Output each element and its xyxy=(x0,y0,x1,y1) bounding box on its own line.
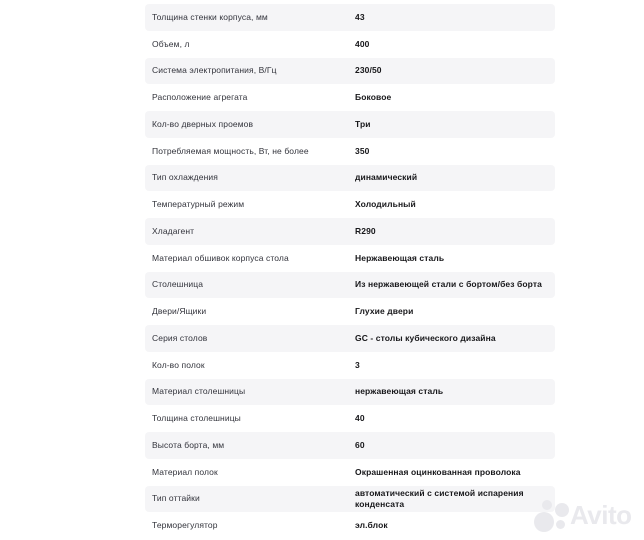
spec-value: Глухие двери xyxy=(355,306,414,317)
spec-value: автоматический с системой испарения конденсата xyxy=(355,487,524,509)
table-row xyxy=(145,245,555,272)
spec-label: Тип оттайки xyxy=(152,493,200,504)
table-row xyxy=(145,352,555,379)
table-row xyxy=(145,84,555,111)
specifications-table xyxy=(145,4,555,539)
spec-label: Двери/Ящики xyxy=(152,306,207,317)
spec-value: Три xyxy=(355,118,371,129)
spec-value: Холодильный xyxy=(355,199,416,210)
table-row xyxy=(145,138,555,165)
table-row xyxy=(145,272,555,299)
table-row xyxy=(145,218,555,245)
table-row xyxy=(145,379,555,406)
table-row xyxy=(145,4,555,31)
table-row xyxy=(145,58,555,85)
spec-value: Нержавеющая сталь xyxy=(355,252,445,263)
spec-value: 40 xyxy=(355,413,365,424)
spec-value: Окрашенная оцинкованная проволока xyxy=(355,466,521,477)
spec-label: Потребляемая мощность, Вт, не более xyxy=(152,145,309,156)
spec-value: R290 xyxy=(355,225,376,236)
spec-value: динамический xyxy=(355,172,418,183)
spec-value: Из нержавеющей стали с бортом/без борта xyxy=(355,279,542,290)
spec-label: Толщина столешницы xyxy=(152,413,241,424)
avito-wordmark: Avito xyxy=(570,500,632,530)
table-row xyxy=(145,486,555,513)
spec-value: 400 xyxy=(355,38,370,49)
spec-label: Расположение агрегата xyxy=(152,92,248,103)
spec-label: Серия столов xyxy=(152,332,208,343)
spec-label: Материал обшивок корпуса стола xyxy=(152,252,289,263)
spec-label: Хладагент xyxy=(152,225,195,236)
spec-value: 230/50 xyxy=(355,65,382,76)
spec-value: 350 xyxy=(355,145,370,156)
table-row xyxy=(145,165,555,192)
spec-label: Система электропитания, В/Гц xyxy=(152,65,277,76)
spec-value: Боковое xyxy=(355,92,392,103)
spec-label: Кол-во дверных проемов xyxy=(152,118,254,129)
spec-label: Столешница xyxy=(152,279,204,290)
spec-label: Материал столешницы xyxy=(152,386,246,397)
spec-label: Кол-во полок xyxy=(152,359,205,370)
table-row xyxy=(145,111,555,138)
spec-label: Температурный режим xyxy=(152,199,245,210)
table-row xyxy=(145,512,555,539)
spec-label: Тип охлаждения xyxy=(152,172,218,183)
table-row xyxy=(145,325,555,352)
table-row xyxy=(145,459,555,486)
table-row xyxy=(145,31,555,58)
spec-label: Материал полок xyxy=(152,466,218,477)
spec-value: эл.блок xyxy=(355,520,388,531)
table-row xyxy=(145,405,555,432)
spec-value: GC - столы кубического дизайна xyxy=(355,332,496,343)
spec-label: Объем, л xyxy=(152,38,190,49)
spec-value: нержавеющая сталь xyxy=(355,386,444,397)
spec-value: 60 xyxy=(355,439,365,450)
avito-logo-circle xyxy=(555,503,569,517)
table-row xyxy=(145,432,555,459)
spec-label: Высота борта, мм xyxy=(152,439,225,450)
spec-label: Терморегулятор xyxy=(152,520,218,531)
table-row xyxy=(145,191,555,218)
spec-value: 3 xyxy=(355,359,360,370)
spec-label: Толщина стенки корпуса, мм xyxy=(152,11,268,22)
spec-value: 43 xyxy=(355,11,365,22)
table-row xyxy=(145,298,555,325)
avito-logo-circle xyxy=(556,520,565,529)
